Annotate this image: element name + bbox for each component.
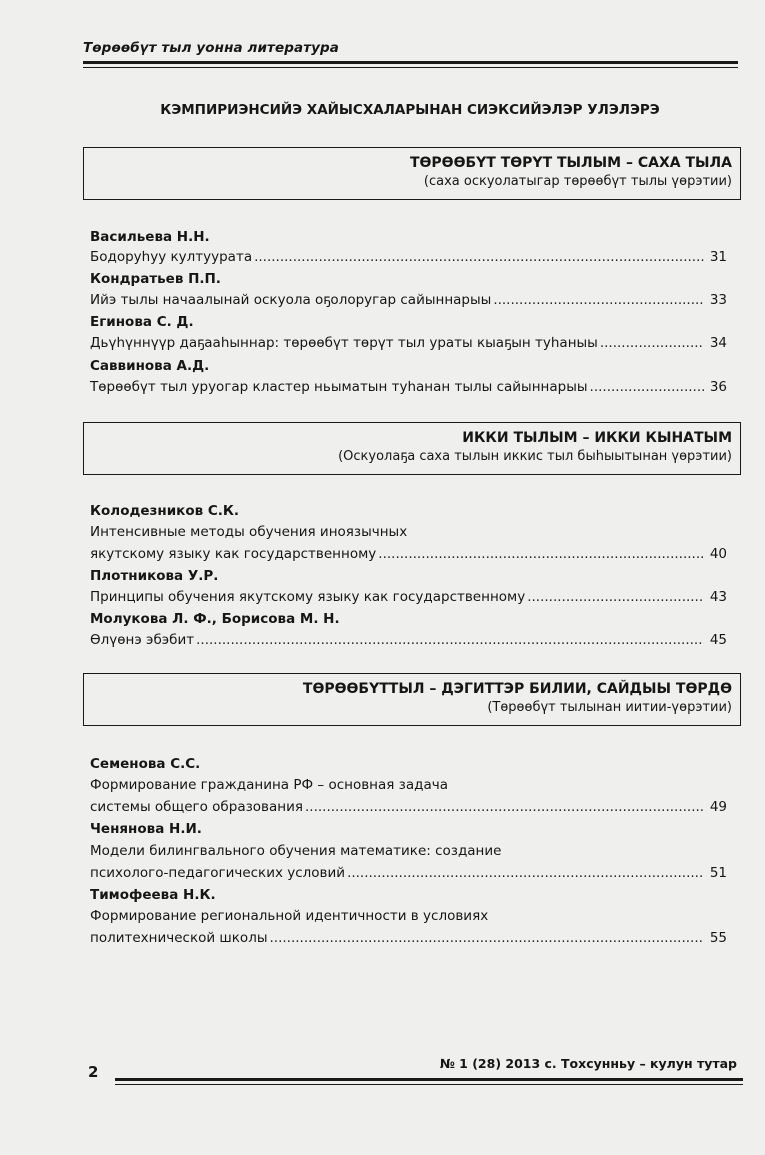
header-rule-thin <box>83 67 738 68</box>
toc-entry[interactable] <box>90 334 727 352</box>
entry-author: Егинова С. Д. <box>90 314 194 330</box>
dot-leader <box>378 545 704 563</box>
entry-title: Ийэ тылы начаалынай оскуола оҕолоругар сайыннарыы <box>90 292 492 308</box>
section-header-2 <box>83 422 741 475</box>
section-title: ИККИ ТЫЛЫМ – ИККИ КЫНАТЫМ <box>462 430 732 446</box>
toc-entry[interactable] <box>90 248 727 266</box>
entry-page: 34 <box>709 335 727 351</box>
toc-entry[interactable] <box>90 378 727 396</box>
toc-entry[interactable] <box>90 588 727 606</box>
entry-author: Ченянова Н.И. <box>90 821 202 837</box>
toc-entry[interactable] <box>90 864 727 882</box>
dot-leader <box>527 588 704 606</box>
entry-title: психолого-педагогических условий <box>90 865 346 881</box>
entry-author: Кондратьев П.П. <box>90 271 221 287</box>
dot-leader <box>196 631 704 649</box>
header-rule <box>83 61 738 64</box>
section-title: ТӨРӨӨБҮТТЫЛ – ДЭГИТТЭР БИЛИИ, САЙДЫЫ ТӨРДӨ <box>302 681 732 697</box>
section-title: ТӨРӨӨБҮТ ТӨРҮТ ТЫЛЫМ – САХА ТЫЛА <box>409 155 732 171</box>
entry-title-line: Формирование гражданина РФ – основная задача <box>90 777 448 793</box>
entry-page: 36 <box>709 379 727 395</box>
entry-title: Өлүөнэ эбэбит <box>90 632 195 648</box>
toc-entry[interactable] <box>90 631 727 649</box>
entry-title: Принципы обучения якутскому языку как государственному <box>90 589 526 605</box>
dot-leader <box>305 798 704 816</box>
section-header-3 <box>83 673 741 726</box>
entry-page: 55 <box>709 930 727 946</box>
section-header-1 <box>83 147 741 200</box>
dot-leader <box>493 291 704 309</box>
entry-title-line: Интенсивные методы обучения иноязычных <box>90 524 408 540</box>
entry-author: Колодезников С.К. <box>90 503 240 519</box>
entry-title-line: Модели билингвального обучения математике: создание <box>90 843 502 859</box>
dot-leader <box>347 864 704 882</box>
toc-entry[interactable] <box>90 545 727 563</box>
entry-author: Саввинова А.Д. <box>90 358 210 374</box>
entry-title: политехнической школы <box>90 930 268 946</box>
entry-author: Семенова С.С. <box>90 756 201 772</box>
section-subtitle: (Оскуолаҕа саха тылын иккис тыл быһыытынан үөрэтии) <box>338 449 732 464</box>
entry-title: якутскому языку как государственному <box>90 546 377 562</box>
entry-title: системы общего образования <box>90 799 303 815</box>
entry-page: 51 <box>709 865 727 881</box>
page-heading: КЭМПИРИЭНСИЙЭ ХАЙЫСХАЛАРЫНАН СИЭКСИЙЭЛЭР УЛЭЛЭРЭ <box>160 102 660 118</box>
entry-title: Төрөөбүт тыл уруогар кластер ньыматын туһанан тылы сайыннарыы <box>90 379 588 395</box>
entry-page: 43 <box>709 589 727 605</box>
toc-entry[interactable] <box>90 929 727 947</box>
entry-title: Дьүһүннүүр даҕааһыннар: төрөөбүт төрүт тыл ураты кыаҕын туһаныы <box>90 335 598 351</box>
entry-page: 45 <box>709 632 727 648</box>
running-head: Төрөөбүт тыл уонна литература <box>83 40 340 56</box>
entry-page: 40 <box>709 546 727 562</box>
issue-footer: № 1 (28) 2013 с. Тохсунньу – кулун тутар <box>439 1056 737 1071</box>
toc-entry[interactable] <box>90 798 727 816</box>
entry-page: 49 <box>709 799 727 815</box>
dot-leader <box>600 334 704 352</box>
section-subtitle: (Төрөөбүт тылынан иитии-үөрэтии) <box>487 700 732 715</box>
entry-page: 31 <box>709 249 727 265</box>
section-subtitle: (саха оскуолатыгар төрөөбүт тылы үөрэтии) <box>423 174 732 189</box>
footer-rule-thin <box>115 1084 743 1085</box>
entry-author: Тимофеева Н.К. <box>90 887 216 903</box>
page-number: 2 <box>88 1063 99 1081</box>
entry-title: Бодоруһуу култуурата <box>90 249 253 265</box>
footer-rule <box>115 1078 743 1081</box>
dot-leader <box>590 378 704 396</box>
dot-leader <box>269 929 703 947</box>
entry-author: Плотникова У.Р. <box>90 568 219 584</box>
toc-entry[interactable] <box>90 291 727 309</box>
entry-author: Молукова Л. Ф., Борисова М. Н. <box>90 611 340 627</box>
dot-leader <box>254 248 704 266</box>
entry-page: 33 <box>709 292 727 308</box>
entry-title-line: Формирование региональной идентичности в условиях <box>90 908 489 924</box>
entry-author: Васильева Н.Н. <box>90 229 210 245</box>
